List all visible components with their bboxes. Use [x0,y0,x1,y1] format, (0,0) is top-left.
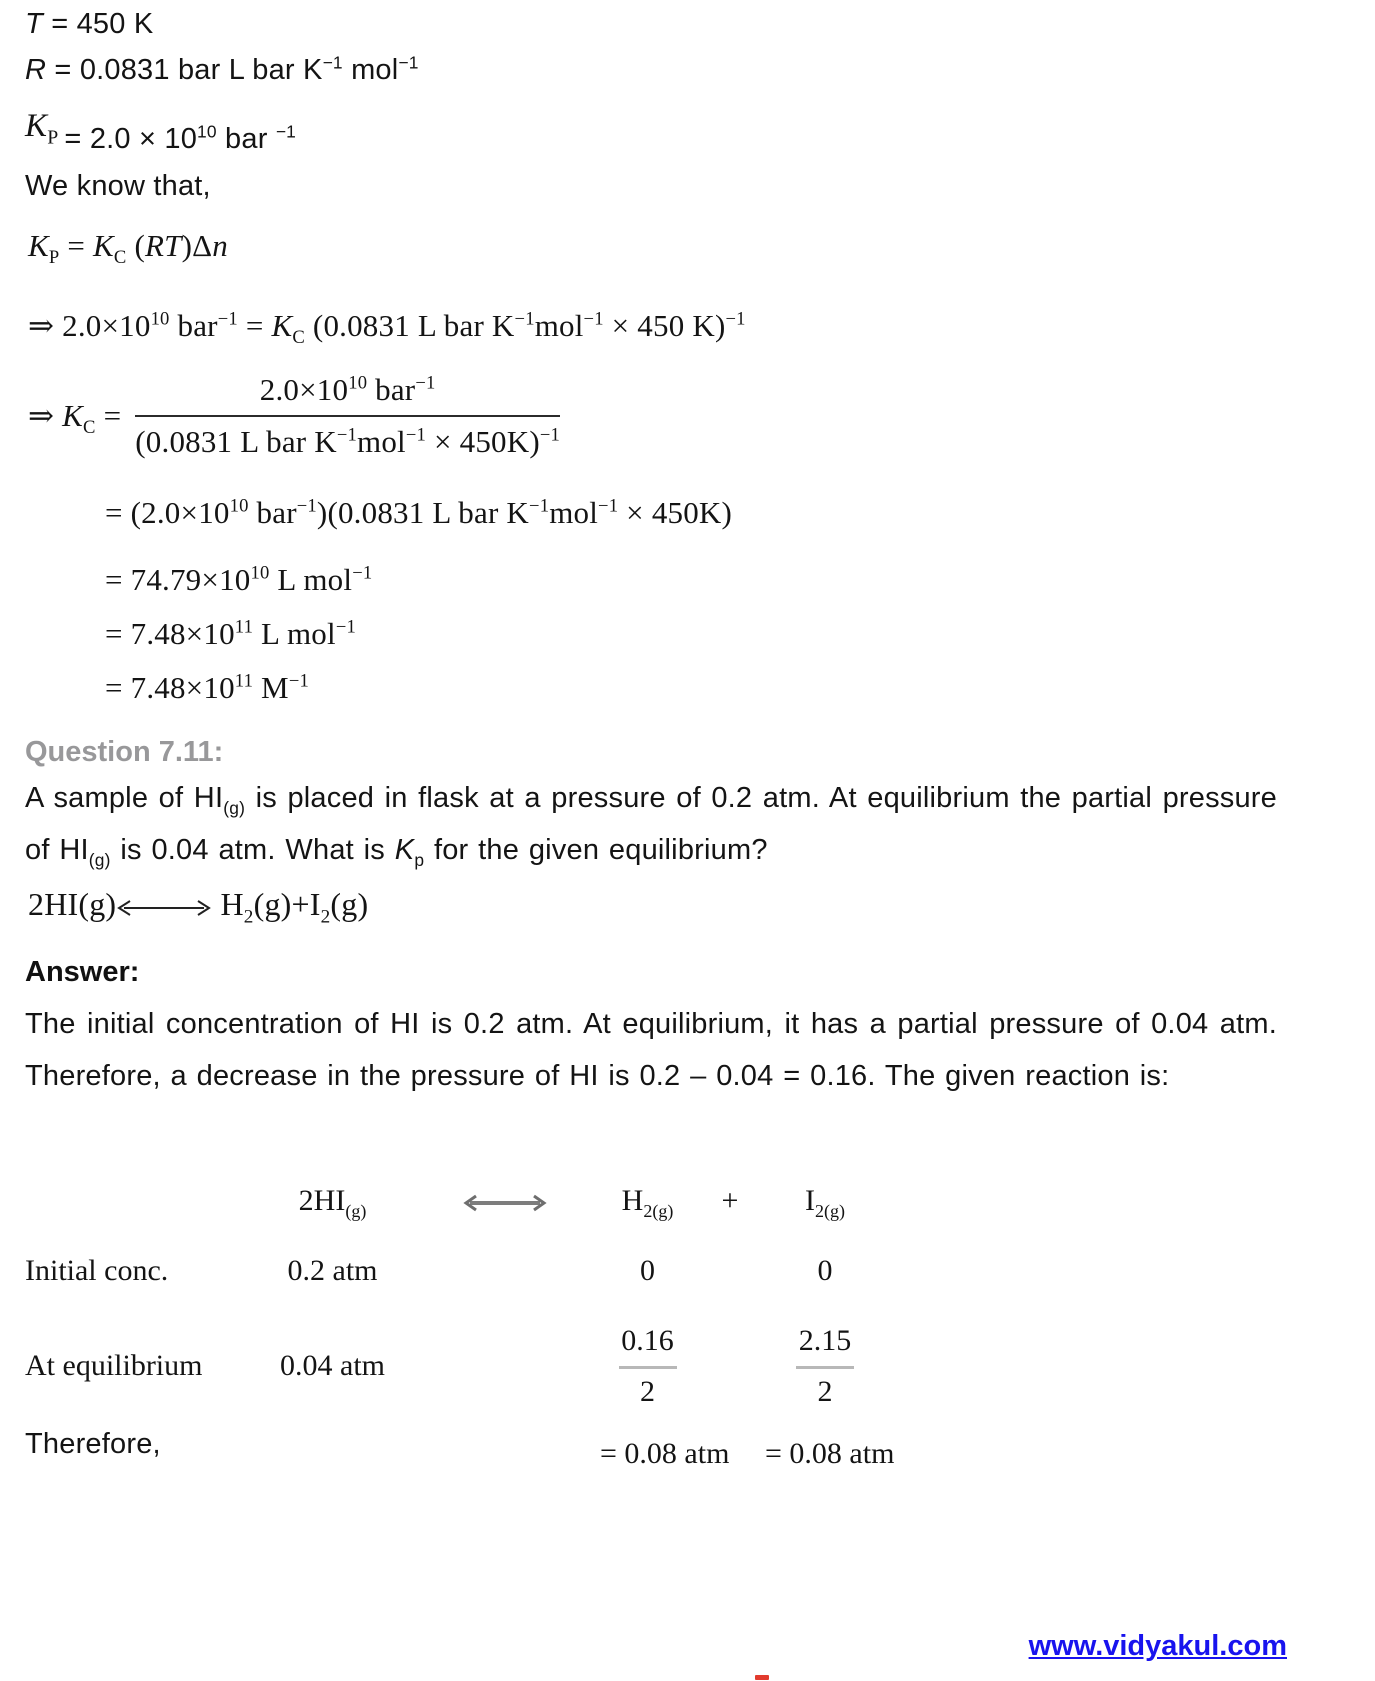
page-edge-red-mark [755,1675,769,1680]
equation-result-1: = $74.79\times 10^{10}$ L mol$^{-1}$ [105,562,373,597]
given-temperature [25,8,153,41]
cell-initial-reactant: 0.2 atm [287,1254,378,1287]
given-temperature-value: = 450 K [51,8,154,40]
cell-equilibrium-product2 [765,1324,885,1409]
col-header-reactant: $2HI_{(g)}$ [298,1184,367,1221]
col-header-product2: $I_{2(g)}$ [805,1184,845,1221]
col-header-product1: $H_{2(g)}$ [621,1184,674,1221]
answer-heading: Answer: [25,956,140,988]
variable-Kp: $K_P$ [25,108,59,149]
reaction-left: 2HI(g) [28,886,117,922]
row-label-equilibrium: At equilibrium [25,1349,203,1382]
table-equilibrium-arrow-icon [410,1184,600,1218]
fraction [135,372,560,460]
given-gas-constant [25,54,419,87]
equation-substitution: ⇒ $2.0\times 10^{10}$ $bar^{-1} = K_C$ (0.0831 L bar $K^{-1}mol^{-1} \times 450$ K)$^{-1}$ [28,308,746,349]
reaction-equation [28,886,369,928]
row-label-initial: Initial conc. [25,1254,169,1287]
product2-fraction-denominator: 2 [817,1374,833,1408]
variable-R: R [25,54,47,86]
fraction-denominator: (0.0831 L bar $K^{-1}mol^{-1} \times 450K)^{-1}$ [135,424,561,459]
cell-initial-product2: 0 [817,1254,833,1287]
fraction-prefix: ⇒ $K_C$ = [28,398,122,439]
equation-result-3: = $7.48\times 10^{11}$ $M^{-1}$ [105,670,309,705]
given-kp [25,108,297,157]
intro-text: We know that, [25,170,211,202]
equation-kc-fraction [28,372,560,460]
equilibrium-arrow-icon [116,897,212,919]
given-gas-constant-value: = 0.0831 bar L bar $K^{-1}$ mol$^{-1}$ [54,52,419,86]
col-header-plus: + [721,1184,739,1217]
cell-equilibrium-product1 [600,1324,695,1409]
reaction-right: $H_2(g)+I_2(g)$ [220,886,369,928]
table-header-row [25,1162,885,1240]
product2-fraction [796,1324,854,1409]
cell-initial-product1: 0 [640,1254,655,1287]
fraction-bar [135,415,560,417]
table-row-equilibrium [25,1302,885,1430]
equation-result-2: = $7.48\times 10^{11}$ L mol$^{-1}$ [105,616,356,651]
cell-equilibrium-reactant: 0.04 atm [280,1349,385,1382]
product2-fraction-numerator: 2.15 [798,1323,852,1357]
answer-text: The initial concentration of HI is 0.2 atm. At equilibrium, it has a partial pressure of 0.04 atm. Therefore, a decrease in the pressure of HI is 0.2 – 0.04 = 0.16. The given reaction is: [25,1008,1277,1092]
product1-fraction [619,1324,677,1409]
product1-fraction-numerator: 0.16 [621,1323,674,1357]
equation-product-form: = ($2.0\times 10^{10}$ bar$^{-1}$)(0.0831 L bar $K^{-1}mol^{-1} \times 450K$) [105,495,733,530]
table-row-initial [25,1240,885,1302]
fraction-numerator: $2.0\times 10^{10}$ bar$^{-1}$ [259,372,436,407]
equation-kp-definition: $K_P = K_C$ (RT)Δn [28,228,228,269]
product1-fraction-denominator: 2 [640,1374,655,1408]
given-kp-value: = $2.0 \times 10^{10}$ bar $^{-1}$ [64,121,297,155]
product1-fraction-bar [619,1366,677,1369]
therefore-text: Therefore, [25,1428,161,1460]
product2-fraction-bar [796,1366,854,1369]
cell-result-product1: = 0.08 atm [600,1437,730,1470]
variable-T: T [25,8,43,40]
question-heading: Question 7.11: [25,736,224,768]
footer-link[interactable]: www.vidyakul.com [1028,1630,1287,1662]
cell-result-product2: = 0.08 atm [765,1437,895,1470]
question-text: A sample of $HI_{(g)}$ is placed in flask at a pressure of 0.2 atm. At equilibrium the partial pressure of $HI_{(g)}$ is 0.04 atm. What is $K_p$ for the given equilibrium? [25,782,1277,870]
